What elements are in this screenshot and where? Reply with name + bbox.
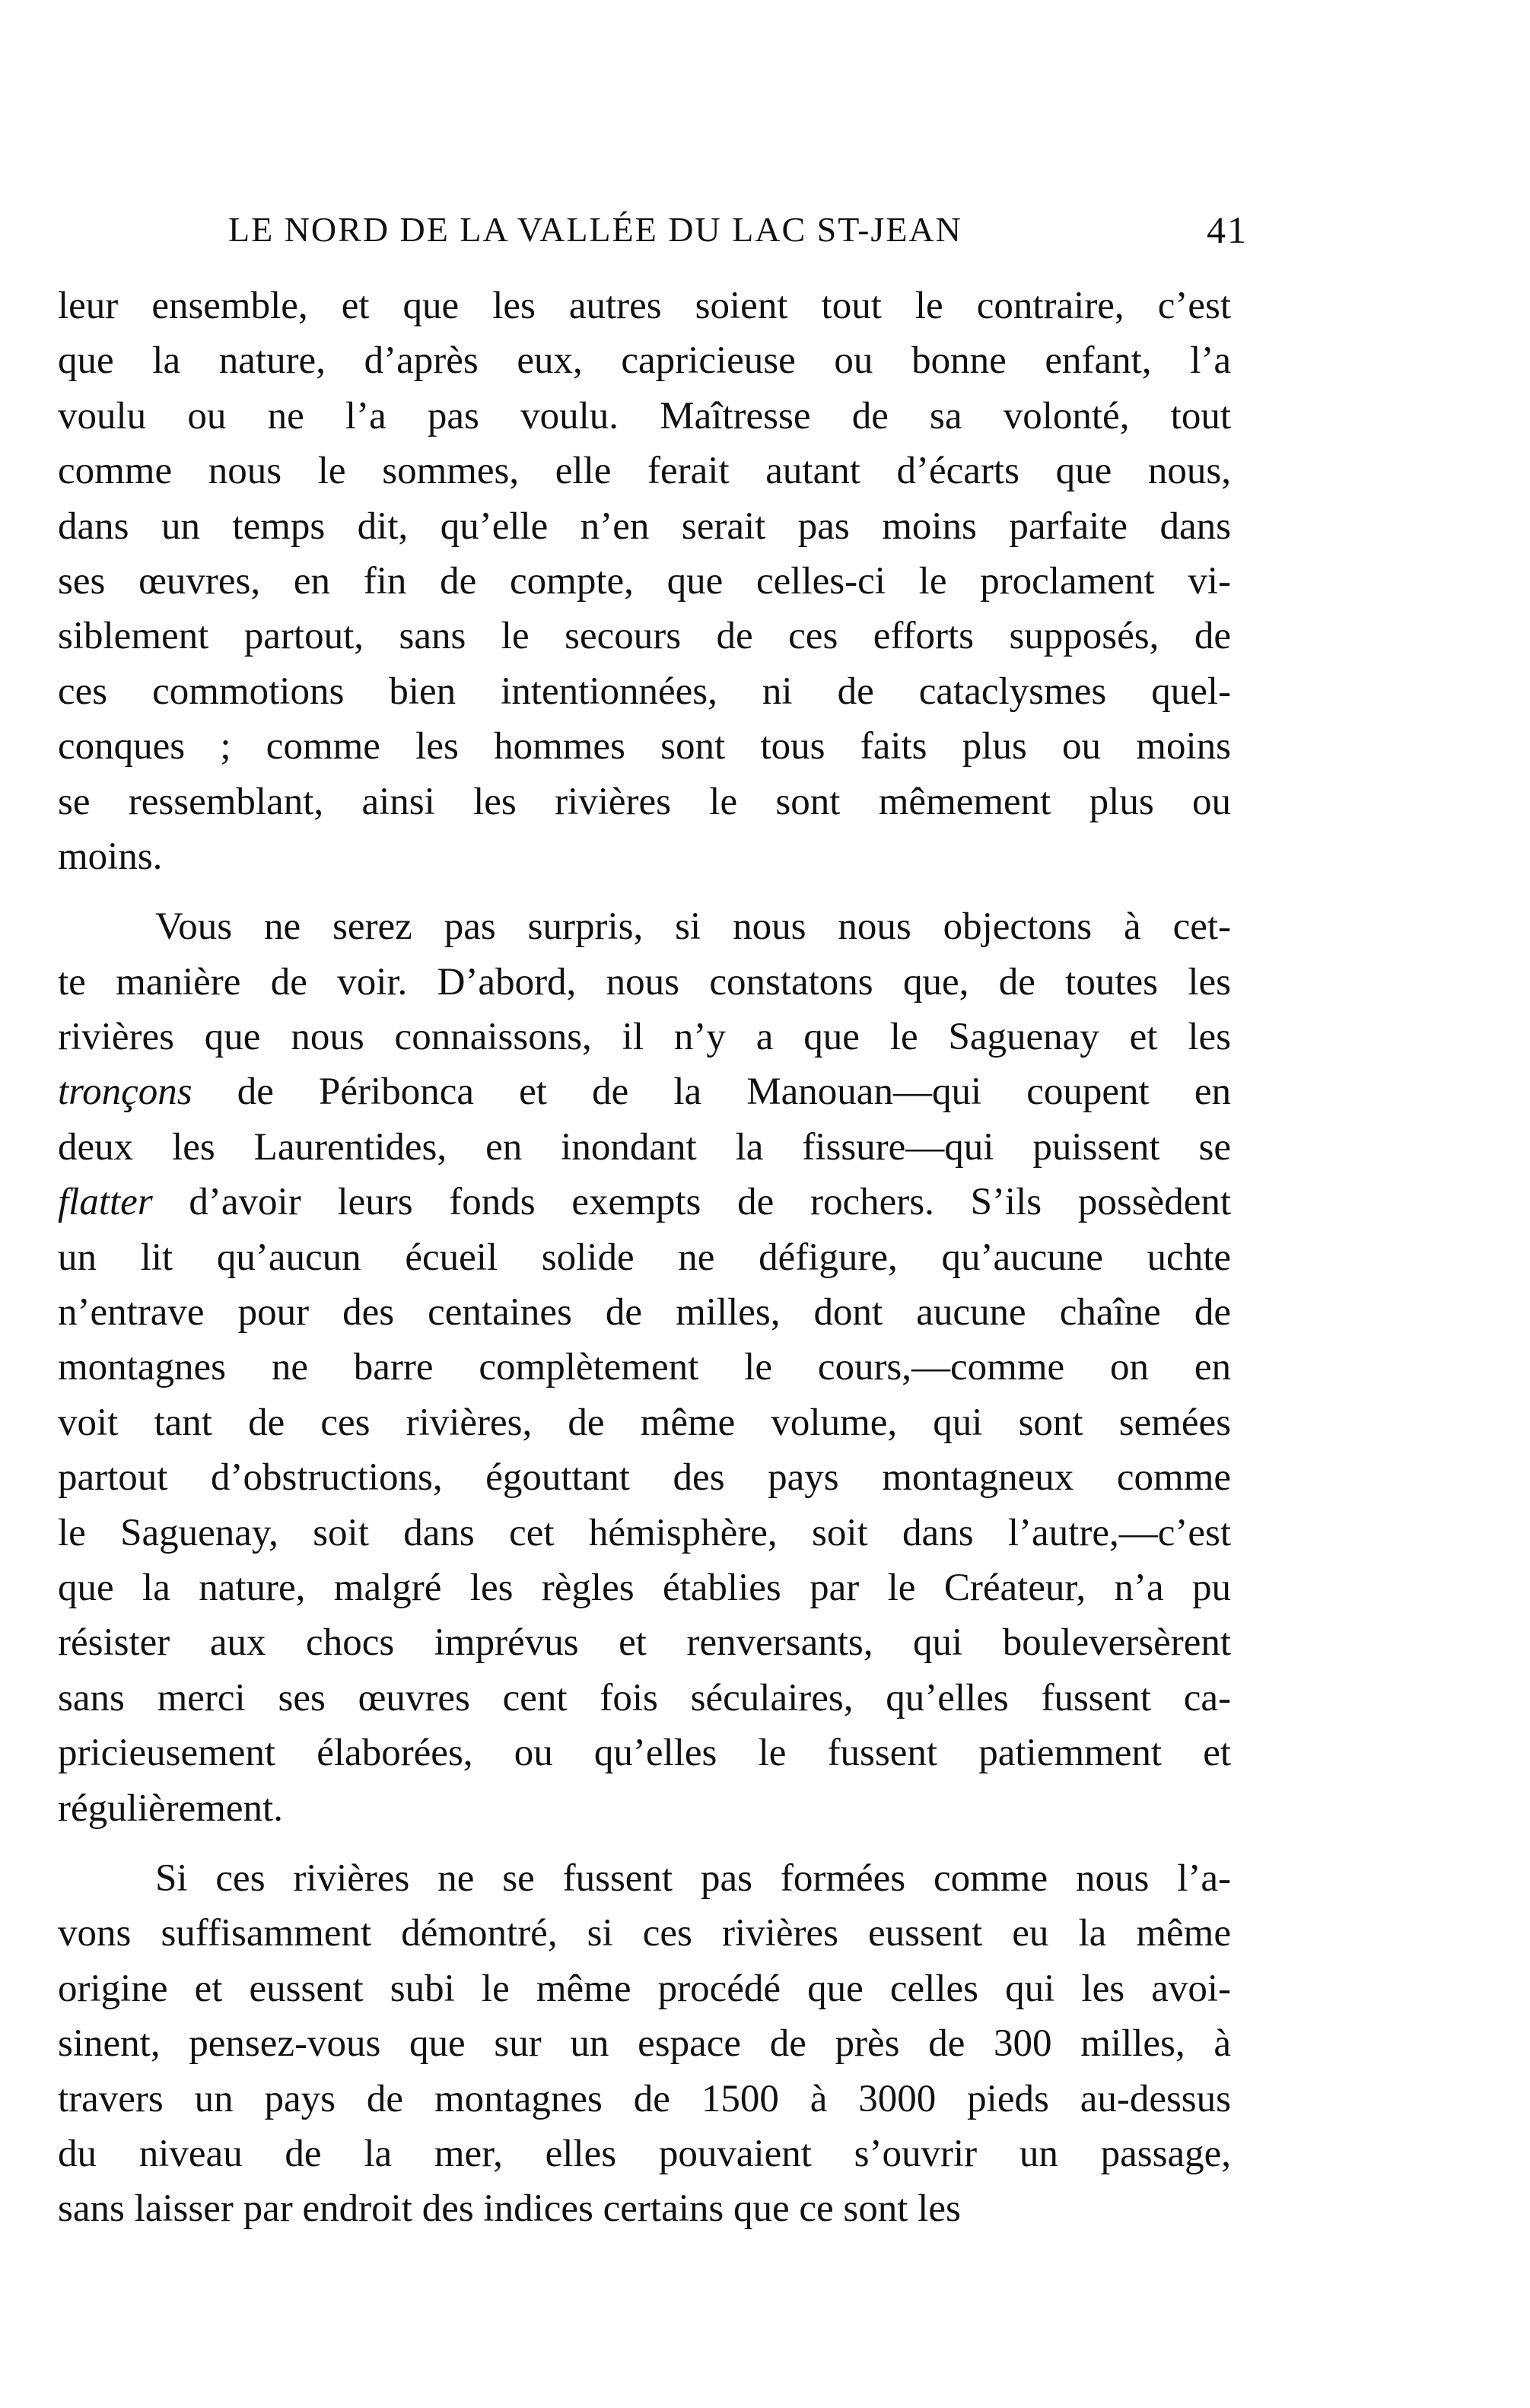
text-line: n’entrave pour des centaines de milles, dont aucune chaîne de [58,1291,1231,1334]
text-line: régulièrement. [58,1786,283,1830]
paragraph [58,1851,1231,2237]
body-text [58,278,1231,2237]
text-line: deux les Laurentides, en inondant la fissure—qui puissent se [58,1125,1231,1169]
paragraph-gap [58,1836,1231,1851]
running-title: LE NORD DE LA VALLÉE DU LAC ST-JEAN [228,210,962,249]
text-line: vons suffisamment démontré, si ces rivières eussent eu la même [58,1912,1231,1955]
text-line: voit tant de ces rivières, de même volume, qui sont semées [58,1401,1231,1444]
text-line: un lit qu’aucun écueil solide ne défigure, qu’aucune uchte [58,1236,1231,1279]
running-header [228,205,1248,254]
text-line: pricieusement élaborées, ou qu’elles le fussent patiemment et [58,1732,1231,1775]
text-line: dans un temps dit, qu’elle n’en serait pas moins parfaite dans [58,504,1231,548]
text-line: voulu ou ne l’a pas voulu. Maîtresse de sa volonté, tout [58,394,1231,437]
text-line: ces commotions bien intentionnées, ni de cataclysmes quel- [58,670,1231,713]
text-line: leur ensemble, et que les autres soient tout le contraire, c’est [58,285,1231,327]
text-line: du niveau de la mer, elles pouvaient s’ouvrir un passage, [58,2132,1231,2175]
text-line: siblement partout, sans le secours de ces efforts supposés, de [58,615,1231,658]
text-line: tronçons de Péribonca et de la Manouan—qui coupent en [58,1070,1231,1114]
text-line: que la nature, d’après eux, capricieuse ou bonne enfant, l’a [58,339,1231,383]
text-line: te manière de voir. D’abord, nous constatons que, de toutes les [58,960,1231,1004]
text-line: montagnes ne barre complètement le cours,—comme on en [58,1346,1231,1389]
text-line: travers un pays de montagnes de 1500 à 3000 pieds au-dessus [58,2077,1231,2120]
text-line: sans laisser par endroit des indices certains que ce sont les [58,2187,961,2231]
text-line: Si ces rivières ne se fussent pas formées comme nous l’a- [155,1856,1231,1900]
text-line: flatter d’avoir leurs fonds exempts de rochers. S’ils possèdent [58,1181,1231,1224]
paragraph [58,278,1231,884]
text-line: le Saguenay, soit dans cet hémisphère, soit dans l’autre,—c’est [58,1511,1231,1554]
paragraph [58,899,1231,1836]
text-line: Vous ne serez pas surpris, si nous nous objectons à cet- [155,905,1231,949]
text-line: moins. [58,835,163,878]
text-line: se ressemblant, ainsi les rivières le sont mêmement plus ou [58,780,1231,823]
text-line: conques ; comme les hommes sont tous faits plus ou moins [58,725,1231,768]
text-line: comme nous le sommes, elle ferait autant d’écarts que nous, [58,450,1231,493]
text-line: que la nature, malgré les règles établies par le Créateur, n’a pu [58,1566,1231,1609]
text-line: sinent, pensez-vous que sur un espace de près de 300 milles, à [58,2022,1231,2066]
text-line: origine et eussent subi le même procédé que celles qui les avoi- [58,1967,1231,2010]
text-line: partout d’obstructions, égouttant des pays montagneux comme [58,1456,1231,1500]
paragraph-gap [58,884,1231,899]
text-line: ses œuvres, en fin de compte, que celles-ci le proclament vi- [58,559,1231,603]
text-line: rivières que nous connaissons, il n’y a que le Saguenay et les [58,1016,1231,1059]
text-line: sans merci ses œuvres cent fois séculaires, qu’elles fussent ca- [58,1676,1231,1719]
page-number: 41 [1207,208,1248,251]
text-line: résister aux chocs imprévus et renversants, qui bouleversèrent [58,1621,1231,1665]
